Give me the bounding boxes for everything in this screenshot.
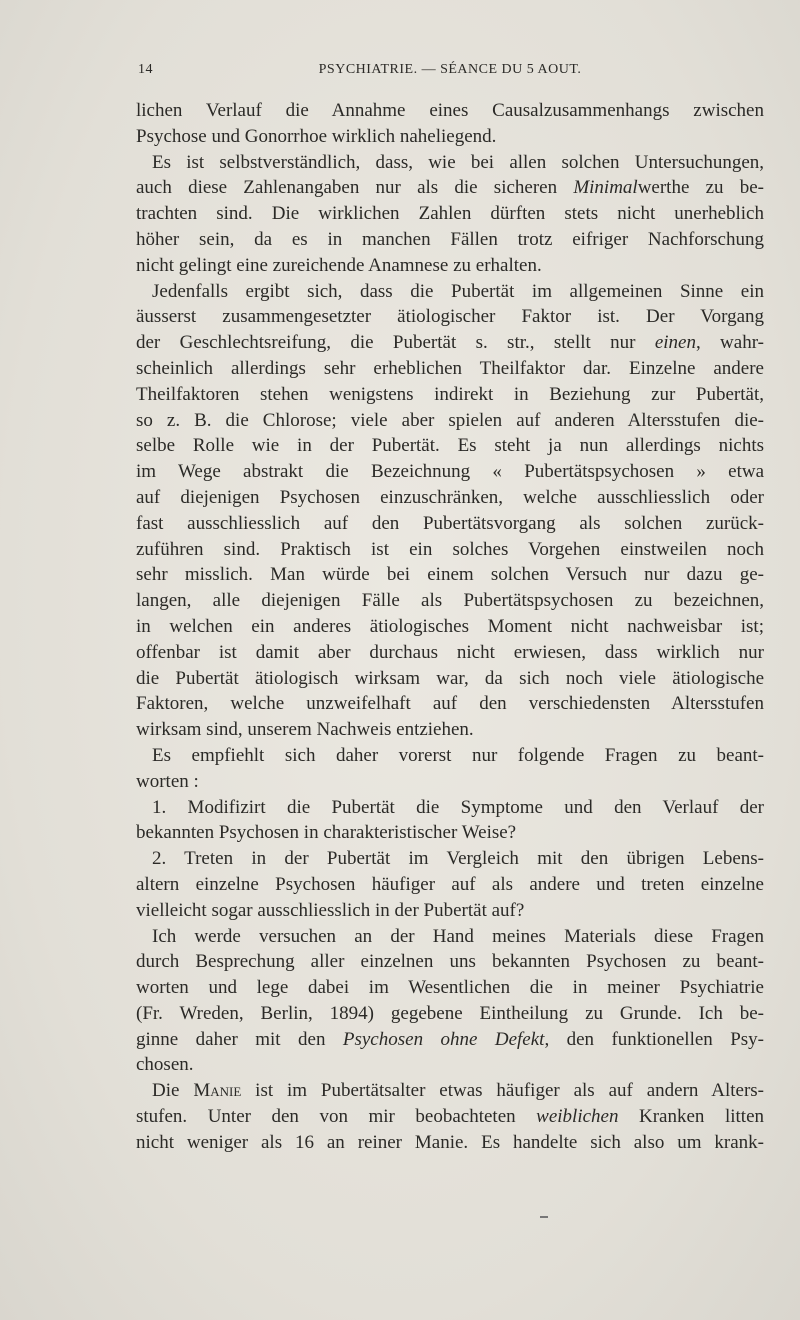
text-line: nicht weniger als 16 an reiner Manie. Es handelte sich also um krank- [136, 1131, 764, 1153]
text-line: bekannten Psychosen in charakteristischer Weise? [136, 822, 517, 844]
text-line: im Wege abstrakt die Bezeichnung « Pubertätspsychosen » etwa [136, 461, 764, 483]
text-line: die Pubertät ätiologisch wirksam war, da sich noch viele ätiologische [136, 667, 764, 689]
page-header [138, 62, 762, 84]
text-line: Ich werde versuchen an der Hand meines Materials diese Fragen [152, 925, 764, 947]
text-line: Faktoren, welche unzweifelhaft auf den verschiedensten Altersstufen [136, 693, 764, 715]
decorative-dash [540, 1216, 548, 1218]
text-line: äusserst zusammengesetzter ätiologischer Faktor ist. Der Vorgang [136, 306, 764, 328]
text-line: Psychose und Gonorrhoe wirklich naheliegend. [136, 125, 497, 147]
text-line: altern einzelne Psychosen häufiger auf als andere und treten einzelne [136, 873, 764, 895]
body-text [136, 98, 764, 1156]
text-line: worten : [136, 770, 199, 792]
text-line: worten und lege dabei im Wesentlichen die in meiner Psychiatrie [136, 977, 764, 999]
text-line: 2. Treten in der Pubertät im Vergleich mit den übrigen Lebens- [152, 848, 764, 870]
text-line: Jedenfalls ergibt sich, dass die Pubertät im allgemeinen Sinne ein [152, 280, 764, 302]
text-line: Die Manie ist im Pubertätsalter etwas häufiger als auf andern Alters- [152, 1080, 765, 1102]
running-head: PSYCHIATRIE. — SÉANCE DU 5 AOUT. [318, 62, 582, 77]
text-line: chosen. [136, 1054, 194, 1076]
text-line: nicht gelingt eine zureichende Anamnese zu erhalten. [136, 254, 542, 276]
text-line: sehr misslich. Man würde bei einem solchen Versuch nur dazu ge- [136, 564, 764, 586]
text-line: in welchen ein anderes ätiologisches Moment nicht nachweisbar ist; [136, 615, 764, 637]
text-line: lichen Verlauf die Annahme eines Causalzusammenhangs zwischen [136, 100, 764, 121]
text-line: höher sein, da es in manchen Fällen trotz eifriger Nachforschung [136, 228, 764, 250]
text-line: Es empfiehlt sich daher vorerst nur folgende Fragen zu beant- [152, 744, 764, 766]
text-line: stufen. Unter den von mir beobachteten weiblichen Kranken litten [136, 1106, 765, 1128]
text-line: durch Besprechung aller einzelnen uns bekannten Psychosen zu beant- [136, 951, 764, 973]
text-line: langen, alle diejenigen Fälle als Pubertätspsychosen zu bezeichnen, [136, 590, 764, 612]
text-line: 1. Modifizirt die Pubertät die Symptome und den Verlauf der [152, 796, 764, 818]
text-line: zuführen sind. Praktisch ist ein solches Vorgehen einstweilen noch [136, 538, 764, 560]
text-line: auch diese Zahlenangaben nur als die sicheren Minimalwerthe zu be- [136, 177, 764, 199]
text-line: (Fr. Wreden, Berlin, 1894) gegebene Eintheilung zu Grunde. Ich be- [136, 1002, 764, 1024]
text-line: Theilfaktoren stehen wenigstens indirekt in Beziehung zur Pubertät, [136, 383, 764, 405]
text-line: wirksam sind, unserem Nachweis entziehen. [136, 719, 474, 741]
text-line: so z. B. die Chlorose; viele aber spielen auf anderen Altersstufen die- [136, 409, 764, 431]
text-line: der Geschlechtsreifung, die Pubertät s. str., stellt nur einen, wahr- [136, 332, 764, 354]
text-line: vielleicht sogar ausschliesslich in der Pubertät auf? [136, 899, 525, 921]
text-line: ginne daher mit den Psychosen ohne Defekt, den funktionellen Psy- [136, 1028, 764, 1050]
text-line: trachten sind. Die wirklichen Zahlen dürften stets nicht unerheblich [136, 203, 764, 225]
text-line: offenbar ist damit aber durchaus nicht erwiesen, dass wirklich nur [136, 641, 764, 663]
text-line: Es ist selbstverständlich, dass, wie bei allen solchen Untersuchungen, [152, 151, 764, 173]
text-line: auf diejenigen Psychosen einzuschränken, welche ausschliesslich oder [136, 486, 764, 508]
text-line: scheinlich allerdings sehr erheblichen Theilfaktor dar. Einzelne andere [136, 357, 764, 379]
text-line: selbe Rolle wie in der Pubertät. Es steht ja nun allerdings nichts [136, 435, 764, 457]
text-line: fast ausschliesslich auf den Pubertätsvorgang als solchen zurück- [136, 512, 764, 534]
page-number: 14 [138, 62, 153, 77]
